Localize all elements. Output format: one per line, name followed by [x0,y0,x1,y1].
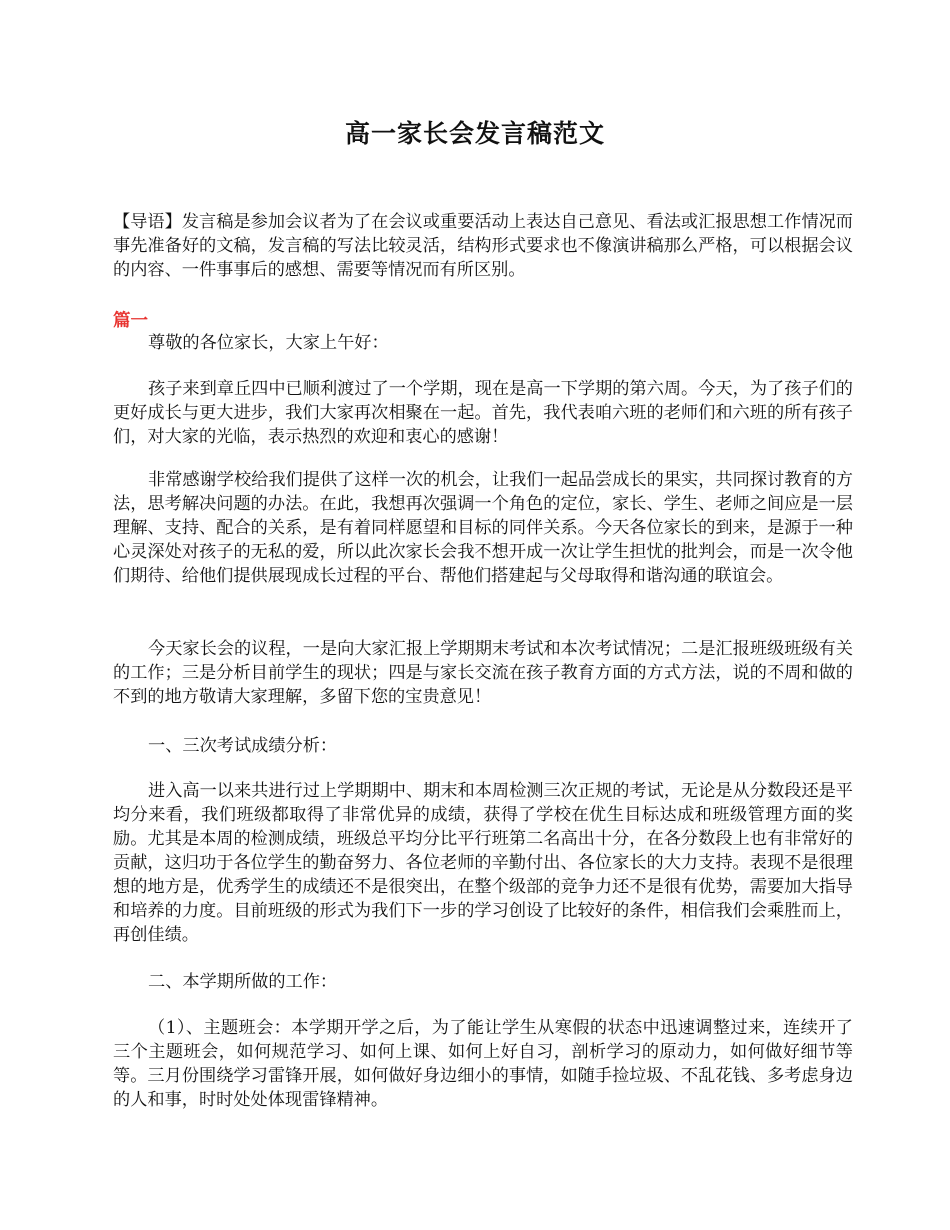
body-paragraph: 非常感谢学校给我们提供了这样一次的机会，让我们一起品尝成长的果实，共同探讨教育的方法，思考解决问题的办法。在此，我想再次强调一个角色的定位，家长、学生、老师之间应是一层理解、支持、配合的关系，是有着同样愿望和目标的同伴关系。今天各位家长的到来，是源于一种心灵深处对孩子的无私的爱，所以此次家长会我不想开成一次让学生担忧的批判会，而是一次令他们期待、给他们提供展现成长过程的平台、帮他们搭建起与父母取得和谐沟通的联谊会。 [113,470,853,586]
document-title: 高一家长会发言稿范文 [344,119,605,148]
section-heading: 二、本学期所做的工作： [148,972,338,992]
body-paragraph: 今天家长会的议程，一是向大家汇报上学期期末考试和本次考试情况；二是汇报班级班级有关的工作；三是分析目前学生的现状；四是与家长交流在孩子教育方面的方式方法，说的不周和做的不到的地方敬请大家理解，多留下您的宝贵意见！ [113,639,853,707]
body-paragraph: 孩子来到章丘四中已顺利渡过了一个学期，现在是高一下学期的第六周。今天，为了孩子们的更好成长与更大进步，我们大家再次相聚在一起。首先，我代表咱六班的老师们和六班的所有孩子们，对大家的光临，表示热烈的欢迎和衷心的感谢！ [113,379,853,447]
intro-paragraph: 【导语】发言稿是参加会议者为了在会议或重要活动上表达自己意见、看法或汇报思想工作情况而事先准备好的文稿，发言稿的写法比较灵活，结构形式要求也不像演讲稿那么严格，可以根据会议的内容、一件事事后的感想、需要等情况而有所区别。 [113,212,853,280]
body-paragraph: （1）、主题班会：本学期开学之后，为了能让学生从寒假的状态中迅速调整过来，连续开了三个主题班会，如何规范学习、如何上课、如何上好自习，剖析学习的原动力，如何做好细节等等。三月份围绕学习雷锋开展，如何做好身边细小的事情，如随手捡垃圾、不乱花钱、多考虑身边的人和事，时时处处体现雷锋精神。 [113,1018,853,1110]
section-heading: 一、三次考试成绩分析： [148,736,338,756]
body-paragraph: 进入高一以来共进行过上学期期中、期末和本周检测三次正规的考试，无论是从分数段还是平均分来看，我们班级都取得了非常优异的成绩，获得了学校在优生目标达成和班级管理方面的奖励。尤其是本周的检测成绩，班级总平均分比平行班第二名高出十分，在各分数段上也有非常好的贡献，这归功于各位学生的勤奋努力、各位老师的辛勤付出、各位家长的大力支持。表现不是很理想的地方是，优秀学生的成绩还不是很突出，在整个级部的竞争力还不是很有优势，需要加大指导和培养的力度。目前班级的形式为我们下一步的学习创设了比较好的条件，相信我们会乘胜而上，再创佳绩。 [113,781,853,945]
greeting-paragraph: 尊敬的各位家长，大家上午好： [148,333,389,353]
section-label: 篇一 [113,311,148,331]
